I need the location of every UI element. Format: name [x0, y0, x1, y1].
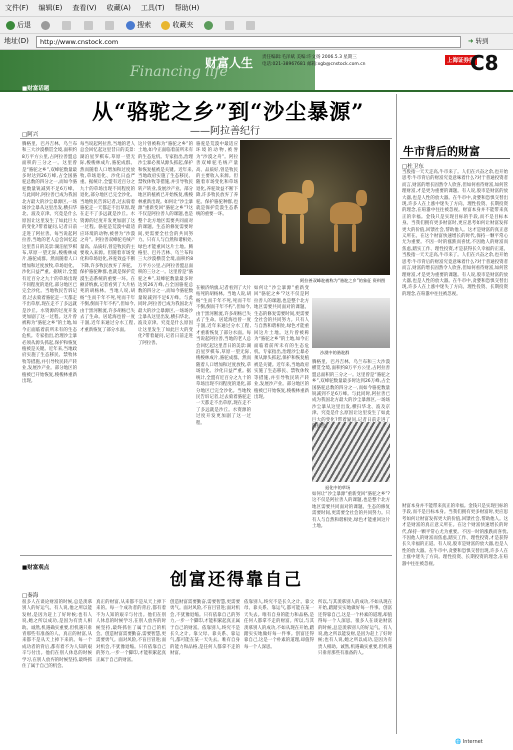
toolbar: [0, 17, 513, 34]
page-number: C8: [470, 51, 499, 75]
second-column-3: 创造财富需要勤奋,需要智慧,更需要勇气。面对风险,不盲目冒进;面对机会,不犹豫退缩。只有依靠自己的努力,一步一个脚印,才能积累起真正属于自己的财富。依靠别人,终究不是长久之计。靠父母、靠关系、靠运气,都可能在某一天失去。唯有自身的能力和品格,是任何人都拿不走的财富。: [170, 600, 240, 657]
go-arrow-icon: ➜: [468, 37, 474, 45]
search-icon: [126, 21, 135, 30]
feature-column-4: 骆驼是荒漠中最适应环境的动物,被誉为“沙漠之舟”。阿拉善双峰驼毛绒产量高、品质好,曾是牧民的主要收入来源。但随着市场变化和草场退化,养驼效益不断下降,许多牧民放弃了养驼。保护骆驼种群,也就是保护荒漠生态系统的重要一环。: [196, 142, 238, 218]
photo2-caption: 退化中的草场: [325, 485, 351, 490]
address-label: 地址(D): [4, 37, 29, 45]
home-button[interactable]: [103, 17, 118, 33]
grassland-photo: [312, 422, 390, 482]
feature-top-rule: [20, 138, 392, 139]
menu-bar: [0, 0, 513, 17]
globe-icon: 🌐: [455, 739, 462, 745]
camel-figure: [282, 214, 286, 244]
menu-tools[interactable]: 工具(T): [140, 4, 165, 12]
camel-figure: [330, 202, 362, 224]
sidebar-text-2: 财富本身并不能带来真正的幸福。金钱只是实现目标的手段,而不是目标本身。当我们拥有更多财富时,更应思考如何让财富发挥更大的价值,回馈社会,帮助他人。这才是财富的真正意义所在。在这个财富快速增长的时代,保持一颗平常心尤为重要。不因一时的涨跌而喜忧,不因他人的财富而焦虑,踏实工作、理性投资,才是获得长久幸福的正道。有人说,股市是财富的放大器,也是人性的放大器。在牛市中,贪婪和恐惧交替出现,许多人在上涨中迷失了方向。理性投资、长期投资的理念,在喧嚣中往往被忽视。: [402, 504, 508, 567]
sidebar-text-1: 当股指一天天走高,牛市来了。人们在兴奋之余,也开始思考:牛市背后的财富究竟意味着什么?对于普通投资者而言,财富的增长固然令人欣喜,但如何看待财富,如何管理财富,才是更为重要的课题。有人说,股市是财富的放大器,也是人性的放大器。在牛市中,贪婪和恐惧交替出现,许多人在上涨中迷失了方向。理性投资、长期投资的理念,在喧嚣中往往被忽视。财富本身并不能带来真正的幸福。金钱只是实现目标的手段,而不是目标本身。当我们拥有更多财富时,更应思考如何让财富发挥更大的价值,回馈社会,帮助他人。这才是财富的真正意义所在。在这个财富快速增长的时代,保持一颗平常心尤为重要。不因一时的涨跌而喜忧,不因他人的财富而焦虑,踏实工作、理性投资,才是获得长久幸福的正道。当股指一天天走高,牛市来了。人们在兴奋之余,也开始思考:牛市背后的财富究竟意味着什么?对于普通投资者而言,财富的增长固然令人欣喜,但如何看待财富,如何管理财富,才是更为重要的课题。有人说,股市是财富的放大器,也是人性的放大器。在牛市中,贪婪和恐惧交替出现,许多人在上涨中迷失了方向。理性投资、长期投资的理念,在喧嚣中往往被忽视。: [402, 170, 508, 297]
feature-subtitle: ——阿拉善纪行: [190, 126, 260, 137]
masthead: [0, 50, 513, 92]
second-headline: 创富还得靠自己: [170, 570, 303, 590]
camel-figure: [248, 208, 270, 224]
main-photo-caption: 阿拉善双峰驼被称为“骆驼之乡”的象征 资料图: [300, 278, 386, 283]
stop-icon: [62, 21, 71, 30]
back-button[interactable]: 后退: [4, 17, 33, 33]
feature-column-2: 每当说起阿拉善,当地的老人总会回忆起这里昔日的美景:湖泊星罗棋布,草原一望无际,梭梭林成片,骆驼成群。然而随着人口增加和过度放牧,草场退化、沙化日益严重。据统计,全盟有近百分之九十的草场出现不同程度的退化,部分地区已完全沙化。当地牧民告诉记者,过去骑着骆驼走一天都走不出草原,现在走不了多远就是沙丘。水资源的过度开发更加剧了这一过程。骆驼是荒漠中最适应环境的动物,被誉为“沙漠之舟”。阿拉善双峰驼毛绒产量高、品质好,曾是牧民的主要收入来源。但随着市场变化和草场退化,养驼效益不断下降,许多牧民放弃了养驼。保护骆驼种群,也就是保护荒漠生态系统的重要一环。在额济纳旗,记者看到了大片枯死的胡杨林。当地人说,胡杨“生而千年不死,死而千年不倒,倒而千年不朽”,但如今,由于黑河断流,许多胡杨已失去了生命。居延海也曾一度干涸,近年来通过分水工程,才重新恢复了部分水面。: [80, 142, 135, 333]
back-arrow-icon: [6, 21, 15, 30]
second-column-2: 真正的财富,从来都不是从天上掉下来的。每一个成功者的背后,都有着不为人知的艰辛与付出。他们在别人休息的时候学习,在别人放弃的时候坚持,最终抓住了属于自己的机会。创造财富需要勤奋,需要智慧,更需要勇气。面对风险,不盲目冒进;面对机会,不犹豫退缩。只有依靠自己的努力,一步一个脚印,才能积累起真正属于自己的财富。: [96, 600, 166, 663]
refresh-icon: [84, 21, 93, 30]
history-button[interactable]: [202, 17, 217, 33]
forward-arrow-icon: [41, 21, 50, 30]
menu-edit[interactable]: 编辑(E): [38, 4, 63, 12]
column-divider: [396, 94, 397, 734]
camel-figure: [302, 180, 314, 198]
url-input[interactable]: http://www.cnstock.com: [36, 36, 461, 48]
address-bar: [0, 34, 513, 50]
sidebar-byline: □杜卫东: [402, 164, 424, 170]
camel-figure: [352, 224, 356, 252]
photo1-caption: 沙漠中的骆驼群: [320, 350, 350, 355]
sidebar-rule: [400, 158, 510, 159]
stop-button[interactable]: [60, 17, 75, 33]
mail-button[interactable]: [223, 17, 238, 33]
search-button[interactable]: 搜索: [124, 17, 153, 33]
second-article-rule: [20, 555, 392, 556]
menu-favorites[interactable]: 收藏(A): [106, 4, 131, 12]
newspaper-logo: 上海证券报: [445, 55, 477, 65]
camels-photo: [240, 140, 390, 275]
camel-herd-photo: [312, 298, 390, 348]
feature-column-8: 如何让“沙尘暴源”重新变回“骆驼之乡”?这不仅是阿拉善人的课题,也是整个北方地区需要共同面对的课题。生态的修复需要时间,更需要全社会的共同努力。只有人与自然和谐相处,绿色才能重回这片土地。: [312, 492, 390, 530]
second-column-4: 依靠别人,终究不是长久之计。靠父母、靠关系、靠运气,都可能在某一天失去。唯有自身的能力和品格,是任何人都拿不走的财富。所以,与其羡慕别人的成功,不如从现在开始,踏踏实实地做好每一件事。创富还得靠自己,这是一个朴素的道理,却值得每一个人深思。: [244, 600, 314, 650]
masthead-info: 责任编辑:毛泽斌 美编:许文扬 2006.5.3 星期三 电话:021-38967681 邮箱:xgb@cnstock.com.cn: [262, 55, 366, 67]
section-title: 财富人生: [205, 56, 254, 70]
feature-section-label: ■财富话题: [22, 86, 50, 92]
print-icon: [246, 21, 255, 30]
menu-file[interactable]: 文件(F): [5, 4, 29, 12]
favorites-button[interactable]: 收藏夹: [159, 17, 195, 33]
print-button[interactable]: [244, 17, 259, 33]
feature-column-3: 这片曾被称为“骆驼之乡”的土地,如今正面临着前所未有的生态危机。专家指出,治理沙尘暴必须从源头抓起,保护和恢复植被是关键。近年来,当地政府实施了生态移民、禁牧休牧等措施,并引导牧民转产转业,发展沙产业。部分地区的植被已开始恢复,梭梭林重新出现。如何让“沙尘暴源”重新变回“骆驼之乡”?这不仅是阿拉善人的课题,也是整个北方地区需要共同面对的课题。生态的修复需要时间,更需要全社会的共同努力。只有人与自然和谐相处,绿色才能重回这片土地。腾格里、巴丹吉林、乌兰布和三大沙漠横贯全境,面积约8万平方公里,占阿拉善盟总面积的三分之一。这里曾是“骆驼之乡”,双峰驼数量最多时达到26万峰,占全国骆驼总数的四分之一,而如今骆驼数量锐减到不足6万峰。与此同时,阿拉善已成为我国北方最大的沙尘暴源区,一场场沙尘暴从这里出发,横扫华北、波及京津。究竟是什么原因让这里发生了如此巨大的变化?带着疑问,记者日前走进了阿拉善。: [138, 142, 193, 346]
feature-headline: 从“骆驼之乡”到“沙尘暴源”: [92, 99, 365, 124]
status-bar: 🌐 Internet: [455, 739, 483, 745]
star-icon: [161, 21, 170, 30]
camel-figure: [300, 214, 304, 244]
masthead-english: Financing life: [130, 64, 228, 80]
feature-column-1: 腾格里、巴丹吉林、乌兰布和三大沙漠横贯全境,面积约8万平方公里,占阿拉善盟总面积的三分之一。这里曾是“骆驼之乡”,双峰驼数量最多时达到26万峰,占全国骆驼总数的四分之一,而如今骆驼数量锐减到不足6万峰。与此同时,阿拉善已成为我国北方最大的沙尘暴源区,一场场沙尘暴从这里出发,横扫华北、波及京津。究竟是什么原因让这里发生了如此巨大的变化?带着疑问,记者日前走进了阿拉善。每当说起阿拉善,当地的老人总会回忆起这里昔日的美景:湖泊星罗棋布,草原一望无际,梭梭林成片,骆驼成群。然而随着人口增加和过度放牧,草场退化、沙化日益严重。据统计,全盟有近百分之九十的草场出现不同程度的退化,部分地区已完全沙化。当地牧民告诉记者,过去骑着骆驼走一天都走不出草原,现在走不了多远就是沙丘。水资源的过度开发更加剧了这一过程。这片曾被称为“骆驼之乡”的土地,如今正面临着前所未有的生态危机。专家指出,治理沙尘暴必须从源头抓起,保护和恢复植被是关键。近年来,当地政府实施了生态移民、禁牧休牧等措施,并引导牧民转产转业,发展沙产业。部分地区的植被已开始恢复,梭梭林重新出现。: [22, 142, 77, 385]
second-section-label: ■财富观点: [22, 565, 50, 571]
second-column-5: 所以,与其羡慕别人的成功,不如从现在开始,踏踏实实地做好每一件事。创富还得靠自己,这是一个朴素的道理,却值得每一个人深思。很多人在谈论财富的时候,总是羡慕别人的好运气。有人说,他之所以能发财,是因为赶上了好时候;也有人说,她之所以成功,是因为有贵人相助。诚然,机遇确实重要,但机遇只垂青那些有准备的人。: [318, 600, 392, 657]
newspaper-page: [0, 50, 513, 750]
feature-column-7: 腾格里、巴丹吉林、乌兰布和三大沙漠横贯全境,面积约8万平方公里,占阿拉善盟总面积的三分之一。这里曾是“骆驼之乡”,双峰驼数量最多时达到26万峰,占全国骆驼总数的四分之一,而如今骆驼数量锐减到不足6万峰。与此同时,阿拉善已成为我国北方最大的沙尘暴源区,一场场沙尘暴从这里出发,横扫华北、波及京津。究竟是什么原因让这里发生了如此巨大的变化?带着疑问,记者日前走进了阿拉善。: [312, 360, 390, 430]
menu-view[interactable]: 查看(V): [72, 4, 97, 12]
history-icon: [204, 21, 213, 30]
masthead-rule: [0, 90, 513, 92]
second-byline: □秦海: [22, 593, 39, 599]
sidebar-title: 牛市背后的财富: [403, 145, 480, 158]
go-button[interactable]: ➜ 转到: [468, 37, 489, 45]
second-column-1: 很多人在谈论财富的时候,总是羡慕别人的好运气。有人说,他之所以能发财,是因为赶上了好时候;也有人说,她之所以成功,是因为有贵人相助。诚然,机遇确实重要,但机遇只垂青那些有准备的人。真正的财富,从来都不是从天上掉下来的。每一个成功者的背后,都有着不为人知的艰辛与付出。他们在别人休息的时候学习,在别人放弃的时候坚持,最终抓住了属于自己的机会。: [22, 600, 92, 670]
camel-figure: [334, 224, 338, 252]
camel-figure: [356, 190, 367, 206]
forward-button[interactable]: [39, 17, 54, 33]
mail-icon: [225, 21, 234, 30]
feature-column-5: 在额济纳旗,记者看到了大片枯死的胡杨林。当地人说,胡杨“生而千年不死,死而千年不倒,倒而千年不朽”,但如今,由于黑河断流,许多胡杨已失去了生命。居延海也曾一度干涸,近年来通过分水工程,才重新恢复了部分水面。每当说起阿拉善,当地的老人总会回忆起这里昔日的美景:湖泊星罗棋布,草原一望无际,梭梭林成片,骆驼成群。然而随着人口增加和过度放牧,草场退化、沙化日益严重。据统计,全盟有近百分之九十的草场出现不同程度的退化,部分地区已完全沙化。当地牧民告诉记者,过去骑着骆驼走一天都走不出草原,现在走不了多远就是沙丘。水资源的过度开发更加剧了这一过程。: [196, 286, 251, 426]
home-icon: [105, 21, 114, 30]
feature-byline: □阿兴: [22, 132, 39, 138]
menu-help[interactable]: 帮助(H): [174, 4, 200, 12]
refresh-button[interactable]: [82, 17, 97, 33]
feature-column-6: 如何让“沙尘暴源”重新变回“骆驼之乡”?这不仅是阿拉善人的课题,也是整个北方地区需要共同面对的课题。生态的修复需要时间,更需要全社会的共同努力。只有人与自然和谐相处,绿色才能重回这片土地。这片曾被称为“骆驼之乡”的土地,如今正面临着前所未有的生态危机。专家指出,治理沙尘暴必须从源头抓起,保护和恢复植被是关键。近年来,当地政府实施了生态移民、禁牧休牧等措施,并引导牧民转产转业,发展沙产业。部分地区的植被已开始恢复,梭梭林重新出现。: [254, 286, 309, 400]
